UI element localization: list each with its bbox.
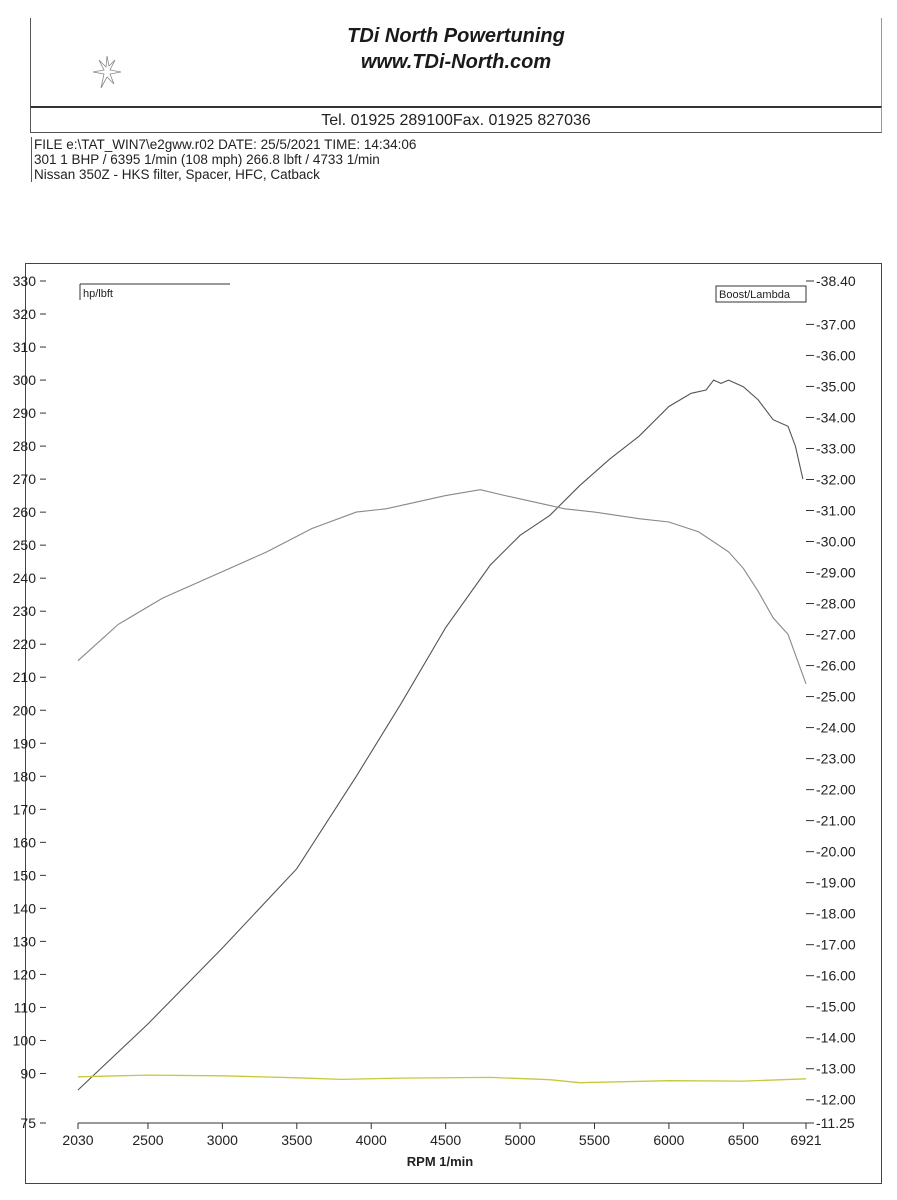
left-tick-label: 190 [12,735,36,752]
left-tick-label: 280 [12,438,36,455]
peak-figures-line: 301 1 BHP / 6395 1/min (108 mph) 266.8 lbft / 4733 1/min [34,152,380,167]
right-tick-label: -32.00 [816,471,856,488]
left-tick-label: 320 [12,306,36,323]
left-tick-label: 180 [12,768,36,785]
left-tick-label: 310 [12,339,36,356]
left-tick-label: 300 [12,372,36,389]
x-tick-label: 6921 [790,1132,822,1148]
x-tick-label: 2030 [62,1132,94,1148]
left-tick-label: 150 [12,867,36,884]
left-tick-label: 260 [12,504,36,521]
right-tick-label: -17.00 [816,936,856,953]
left-tick-label: 100 [12,1032,36,1049]
right-tick-label: -15.00 [816,998,856,1015]
left-tick-label: 210 [12,669,36,686]
legend-hp-lbft: hp/lbft [83,288,113,300]
right-tick-label: -28.00 [816,595,856,612]
x-tick-label: 4500 [430,1132,462,1148]
left-tick-label: 290 [12,405,36,422]
x-tick-label: 6000 [653,1132,685,1148]
right-tick-label: -26.00 [816,657,856,674]
x-tick-label: 6500 [727,1132,759,1148]
left-tick-label: 250 [12,537,36,554]
x-axis-label: RPM 1/min [406,1154,474,1169]
series-line-1 [78,380,803,1090]
right-tick-label: -31.00 [816,502,856,519]
x-tick-label: 2500 [132,1132,164,1148]
left-tick-label: 220 [12,636,36,653]
left-tick-label: 270 [12,471,36,488]
x-tick-label: 3500 [281,1132,313,1148]
left-tick-label: 200 [12,702,36,719]
right-tick-label: -22.00 [816,781,856,798]
right-tick-label: -20.00 [816,843,856,860]
series-line-3 [78,1075,806,1083]
left-tick-label: 230 [12,603,36,620]
right-tick-label: -33.00 [816,440,856,457]
right-tick-label: -29.00 [816,564,856,581]
left-tick-label: 240 [12,570,36,587]
x-tick-label: 3000 [206,1132,238,1148]
right-tick-label: -19.00 [816,874,856,891]
file-line: FILE e:\TAT_WIN7\e2gww.r02 DATE: 25/5/2021 TIME: 14:34:06 [34,137,417,152]
right-tick-label: -13.00 [816,1060,856,1077]
right-tick-label: -38.40 [816,273,856,289]
left-tick-label: 120 [12,966,36,983]
right-tick-label: -34.00 [816,409,856,426]
x-tick-label: 5500 [578,1132,611,1148]
contact-row: Tel. 01925 289100Fax. 01925 827036 [30,106,882,133]
vehicle-line: Nissan 350Z - HKS filter, Spacer, HFC, Catback [34,167,320,182]
right-tick-label: -37.00 [816,316,856,333]
left-tick-label: 110 [13,999,36,1016]
right-tick-label: -25.00 [816,688,856,705]
right-tick-label: -36.00 [816,347,856,364]
left-tick-label: 330 [12,273,36,289]
right-tick-label: -11.25 [816,1115,855,1131]
left-tick-label: 170 [12,801,36,818]
left-tick-label: 75 [20,1115,36,1131]
right-tick-label: -24.00 [816,719,856,736]
right-tick-label: -14.00 [816,1029,856,1046]
right-tick-label: -23.00 [816,750,856,767]
right-tick-label: -21.00 [816,812,856,829]
left-tick-label: 140 [12,900,36,917]
left-tick-label: 160 [12,834,36,851]
legend-boost-lambda: Boost/Lambda [719,289,790,301]
left-tick-label: 90 [20,1065,36,1082]
x-tick-label: 4000 [355,1132,387,1148]
company-name: TDi North Powertuning [347,25,565,47]
left-tick-label: 130 [12,933,36,950]
right-tick-label: -12.00 [816,1091,856,1108]
right-tick-label: -35.00 [816,378,856,395]
series-line-2 [78,490,806,684]
right-tick-label: -16.00 [816,967,856,984]
right-tick-label: -18.00 [816,905,856,922]
company-website: www.TDi-North.com [360,51,552,73]
right-tick-label: -30.00 [816,533,856,550]
right-tick-label: -27.00 [816,626,856,643]
x-tick-label: 5000 [504,1132,536,1148]
